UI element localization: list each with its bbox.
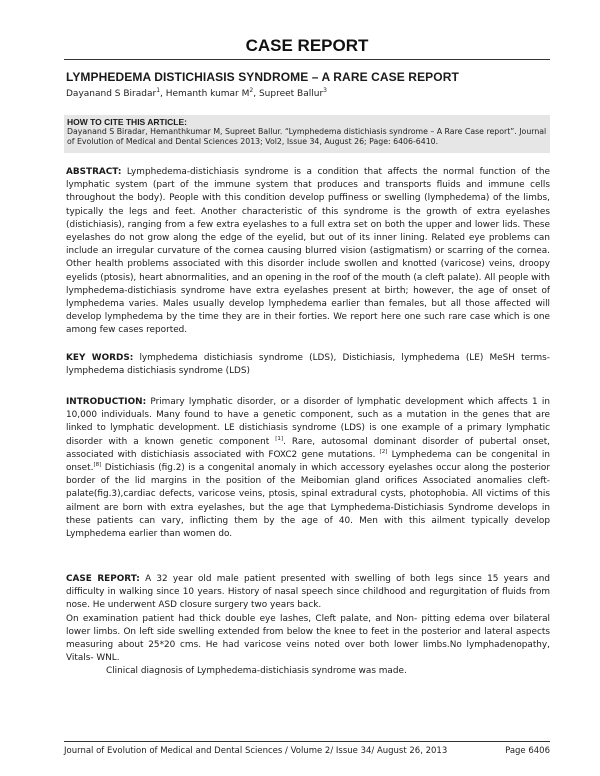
- author-name: Hemanth kumar M: [165, 89, 250, 99]
- keywords-label: KEY WORDS:: [66, 353, 134, 363]
- author-affiliation: 3: [323, 87, 327, 94]
- citation-ref: [1]: [275, 435, 284, 442]
- page-number: Page 6406: [505, 746, 550, 756]
- article-title: LYMPHEDEMA DISTICHIASIS SYNDROME – A RARE CASE REPORT: [66, 70, 459, 84]
- abstract-label: ABSTRACT:: [66, 167, 122, 177]
- introduction-text: Primary lymphatic disorder, or a disorder of lymphatic development which affects 1 in 10,000 individuals. Many found to have a genetic component, such as a mutation in the genes that are linked to lymphatic development. LE distichiasis syndrome (LDS) is one example of a primary lymphatic disorder with a known genetic component: [66, 397, 550, 447]
- citation-ref: [2]: [379, 448, 388, 455]
- author-affiliation: 1: [156, 87, 161, 94]
- keywords-section: [66, 352, 550, 378]
- case-report-diagnosis: Clinical diagnosis of Lymphedema-distichiasis syndrome was made.: [106, 666, 407, 677]
- author-list: Dayanand S Biradar$^1$, Hemanth kumar $M^2$, Supreet Ballur$^3$: [66, 87, 327, 99]
- footer-journal: Journal of Evolution of Medical and Dental Sciences / Volume 2/ Issue 34/ August 26, 2013: [64, 746, 448, 756]
- introduction-text: Lymphedema can be congenital in onset.: [66, 449, 550, 474]
- footer-rule: [64, 741, 550, 742]
- introduction-text: Distichiasis (fig.2) is a congenital anomaly in which accessory eyelashes occur along the posterior border of the lid margins in the position of the Meibomian gland orifices Associated anomalies cleft-palate(fig.3),cardiac defects, varicose veins, ptosis, spinal extradural cysts, photophobia. All victims of this ailment are born with extra eyelashes, but the age that Lymphedema-Distichiasis Syndrome develops in these patients can vary, inflicting them by the age of 40. Men with this ailment typically develop Lymphedema earlier than women do.: [66, 463, 550, 540]
- citation-heading: HOW TO CITE THIS ARTICLE:: [67, 117, 187, 127]
- abstract-section: [66, 166, 550, 338]
- case-report-text: A 32 year old male patient presented with swelling of both legs since 15 years and difficulty in walking since 10 years. History of nasal speech since childhood and regurgitation of fluids from nose. He underwent ASD closure surgery two years back.: [66, 574, 550, 611]
- citation-text: Dayanand S Biradar, Hemanthkumar M, Supreet Ballur. “Lymphedema distichiasis syndrome – A Rare Case report”. Journal of Evolution of Medical and Dental Sciences 2013; Vol2, Issue 34, August 26; Page: 6406-6410.: [67, 127, 547, 146]
- abstract-text: Lymphedema-distichiasis syndrome is a condition that affects the normal function of the lymphatic system (part of the immune system that produces and transports fluids and immune cells throughout the body). People with this condition develop puffiness or swelling (lymphedema) of the limbs, typically the legs and feet. Another characteristic of this syndrome is the growth of extra eyelashes (distichiasis), ranging from a few extra eyelashes to a full extra set on both the upper and lower lids. These eyelashes do not grow along the edge of the eyelid, but out of its inner lining. Related eye problems can include an irregular curvature of the cornea causing blurred vision (astigmatism) or scarring of the cornea. Other health problems associated with this disorder include swollen and knotted (varicose) veins, droopy eyelids (ptosis), heart abnormalities, and an opening in the roof of the mouth (a cleft palate). All people with lymphedema-distichiasis syndrome have extra eyelashes present at birth; however, the age of onset of lymphedema varies. Males usually develop lymphedema earlier than females, but all those affected will develop lymphedema by the time they are in their forties. We report here one such rare case which is one among few cases reported.: [66, 167, 550, 336]
- author-name: Supreet Ballur: [258, 89, 324, 99]
- introduction-label: INTRODUCTION:: [66, 397, 147, 407]
- case-report-section: [66, 573, 550, 679]
- section-header: CASE REPORT: [245, 36, 369, 55]
- citation-box: [64, 115, 550, 153]
- keywords-text: lymphedema distichiasis syndrome (LDS), Distichiasis, lymphedema (LE) MeSH terms- lymphedema distichiasis syndrome (LDS): [66, 353, 550, 377]
- case-report-label: CASE REPORT:: [66, 574, 140, 584]
- author-name: Dayanand S Biradar: [66, 89, 157, 99]
- case-report-examination: On examination patient had thick double eye lashes, Cleft palate, and Non- pitting edema over bilateral lower limbs. On left side swelling extended from below the knee to feet in the posterior and lateral aspects measuring about 25*20 cms. He had varicose veins noted over both lower limbs.No lymphadenopathy, Vitals- WNL.: [66, 613, 550, 664]
- header-rule: [64, 59, 550, 60]
- author-affiliation: 2: [249, 87, 254, 94]
- introduction-text: . Rare, autosomal dominant disorder of pubertal onset, associated with distichiasis associated with FOXC2 gene mutations.: [66, 436, 551, 460]
- page-footer: [64, 746, 550, 756]
- introduction-section: [66, 396, 550, 541]
- citation-ref: [8]: [93, 462, 102, 469]
